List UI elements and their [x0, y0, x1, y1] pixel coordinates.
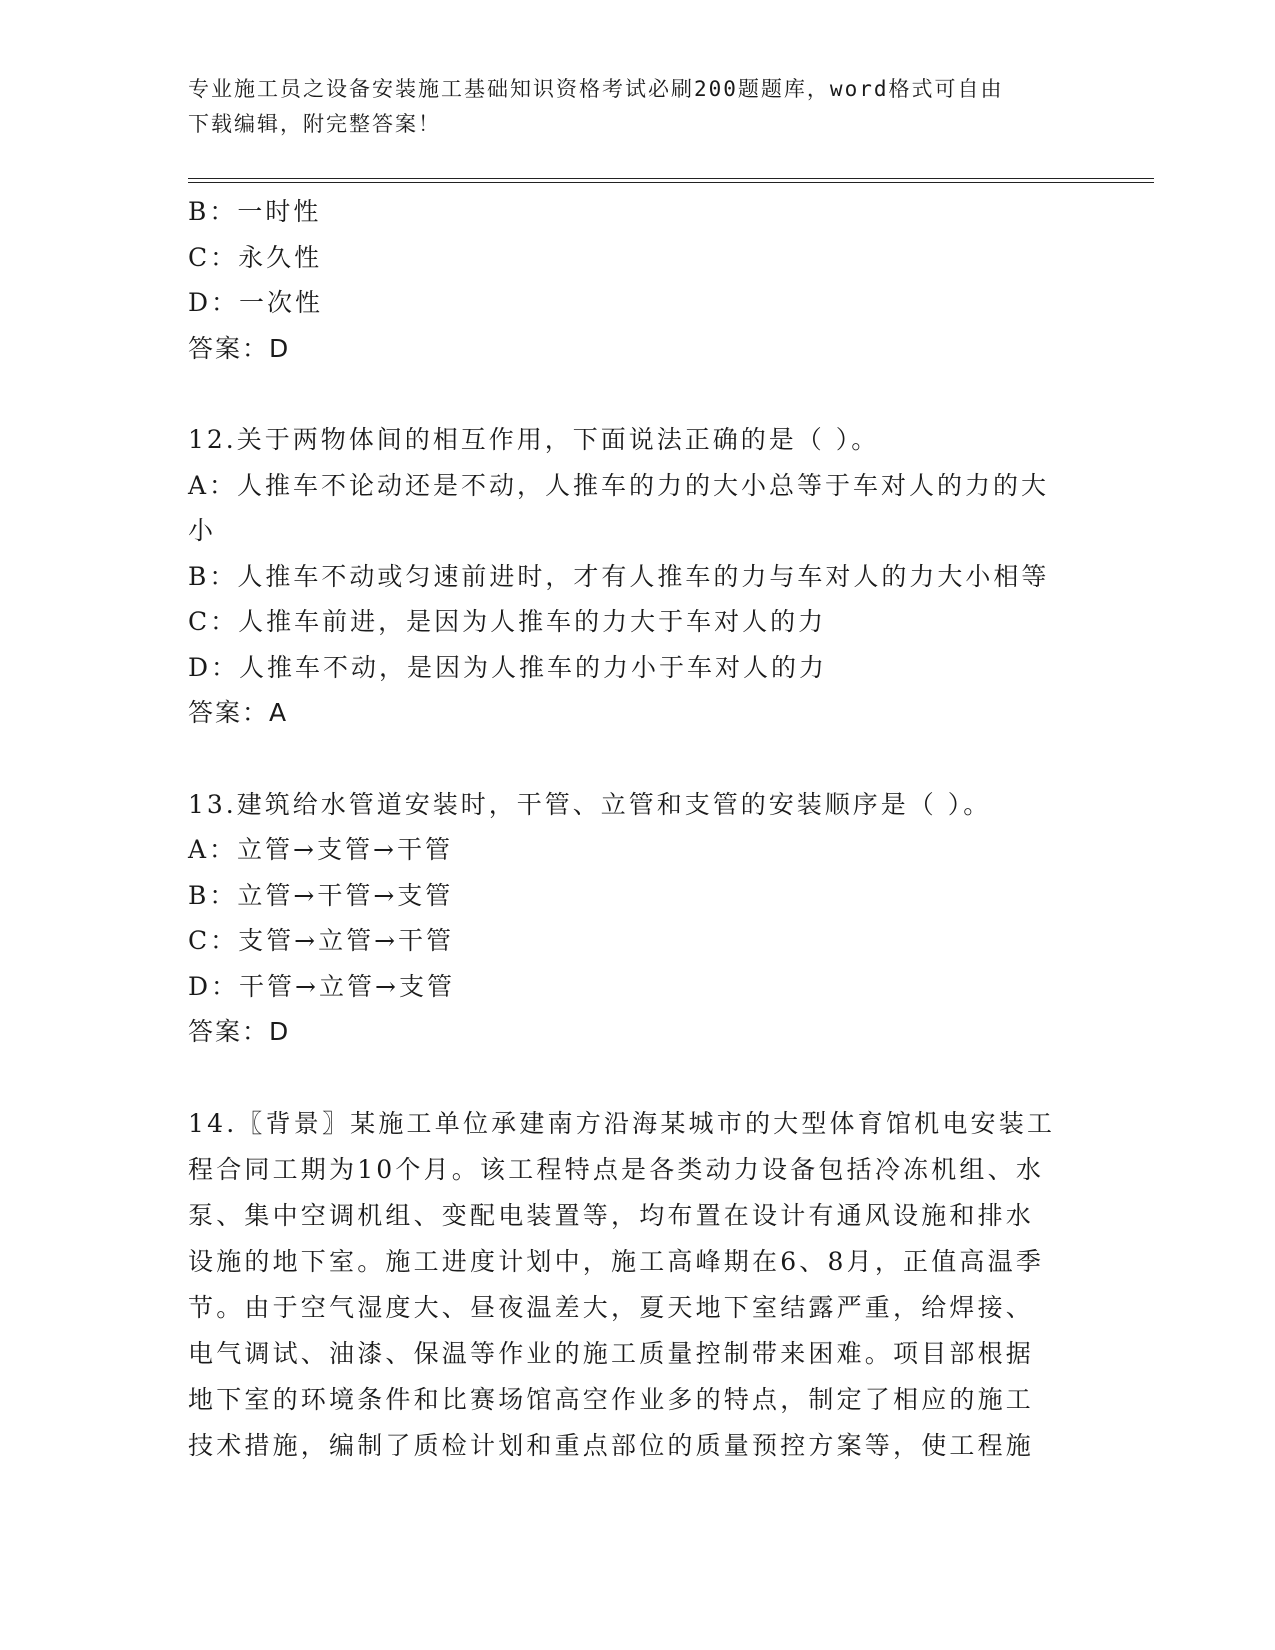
document-header: [188, 72, 1068, 142]
option-c: C：永久性: [188, 242, 323, 272]
option-d: D：人推车不动，是因为人推车的力小于车对人的力: [188, 652, 828, 682]
option-a-continued: 小: [188, 516, 217, 545]
answer-label: 答案：A: [188, 698, 289, 727]
answer-label: 答案：D: [188, 333, 291, 363]
question-13: [188, 782, 1078, 1055]
question-14: [188, 1101, 1068, 1469]
header-divider-bottom: [188, 182, 1154, 183]
header-title-line-2: 下载编辑，附完整答案！: [188, 112, 441, 136]
option-b: B：一时性: [188, 197, 322, 226]
spacer: [188, 1055, 1078, 1101]
question-11: [188, 189, 1078, 371]
option-c: C：支管→立管→干管: [188, 926, 455, 955]
answer-label: 答案：D: [188, 1017, 291, 1046]
header-title-line-1: 专业施工员之设备安装施工基础知识资格考试必刷200题题库，word格式可自由: [188, 77, 1004, 101]
option-b: B：人推车不动或匀速前进时，才有人推车的力与车对人的力大小相等: [188, 561, 1050, 591]
spacer: [188, 371, 1078, 417]
question-text: 13.建筑给水管道安装时，干管、立管和支管的安装顺序是（ ）。: [188, 789, 992, 819]
paragraph-line: 电气调试、油漆、保温等作业的施工质量控制带来困难。项目部根据: [188, 1338, 1035, 1368]
header-divider-top: [188, 178, 1154, 179]
option-a: A：立管→支管→干管: [188, 835, 453, 864]
paragraph-line: 节。由于空气湿度大、昼夜温差大，夏天地下室结露严重，给焊接、: [188, 1292, 1035, 1322]
paragraph-line: 设施的地下室。施工进度计划中，施工高峰期在6、8月，正值高温季: [188, 1246, 1045, 1276]
paragraph-line: 程合同工期为10个月。该工程特点是各类动力设备包括冷冻机组、水: [188, 1154, 1045, 1184]
spacer: [188, 736, 1078, 782]
paragraph-line: 14.〖背景〗某施工单位承建南方沿海某城市的大型体育馆机电安装工: [188, 1108, 1056, 1138]
question-12: [188, 417, 1078, 736]
paragraph-line: 泵、集中空调机组、变配电装置等，均布置在设计有通风设施和排水: [188, 1200, 1035, 1230]
document-body: [188, 189, 1078, 1469]
option-a: A：人推车不论动还是不动，人推车的力的大小总等于车对人的力的大: [188, 470, 1050, 500]
paragraph-line: 地下室的环境条件和比赛场馆高空作业多的特点，制定了相应的施工: [188, 1384, 1035, 1414]
paragraph-line: 技术措施，编制了质检计划和重点部位的质量预控方案等，使工程施: [188, 1430, 1035, 1460]
option-c: C：人推车前进，是因为人推车的力大于车对人的力: [188, 607, 827, 636]
option-b: B：立管→干管→支管: [188, 880, 454, 910]
question-text: 12.关于两物体间的相互作用，下面说法正确的是（ ）。: [188, 425, 880, 454]
option-d: D：干管→立管→支管: [188, 971, 455, 1001]
option-d: D：一次性: [188, 288, 324, 317]
